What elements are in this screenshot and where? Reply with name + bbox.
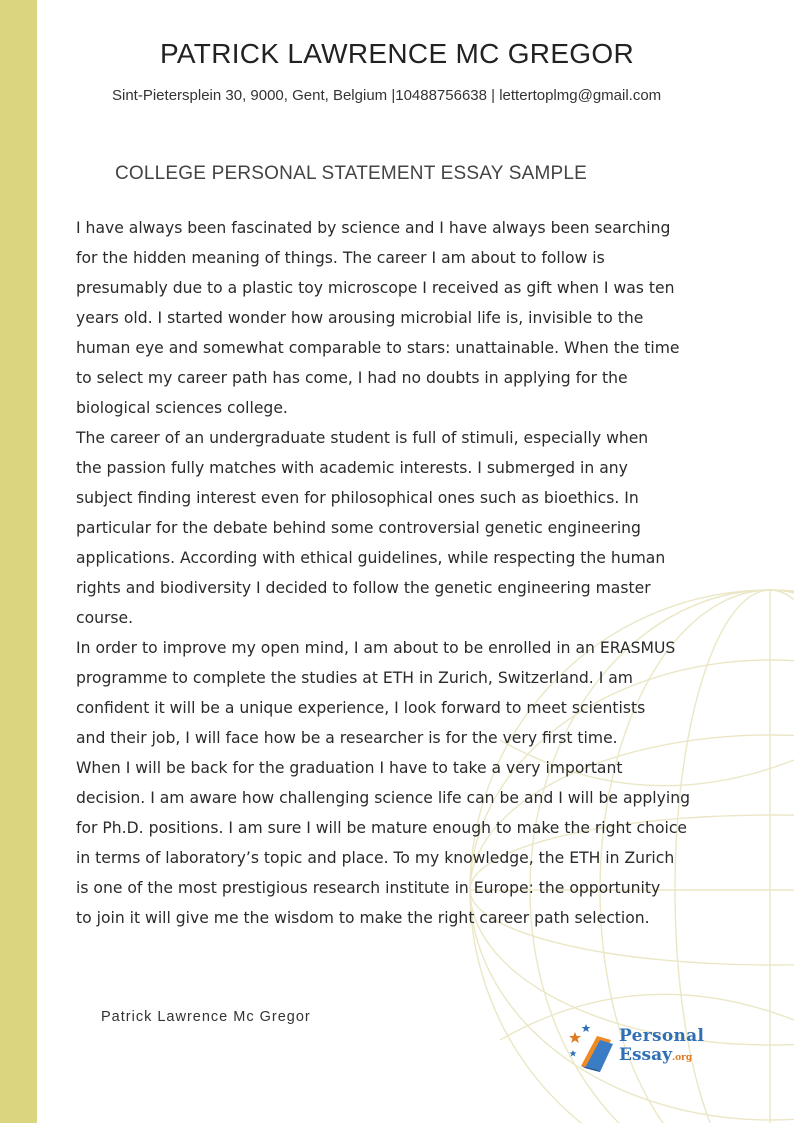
essay-line: programme to complete the studies at ETH in Zurich, Switzerland. I am — [76, 669, 633, 687]
applicant-name: PATRICK LAWRENCE MC GREGOR — [160, 38, 634, 69]
essay-line: presumably due to a plastic toy microscope I received as gift when I was ten — [76, 279, 675, 297]
essay-line: rights and biodiversity I decided to follow the genetic engineering master — [76, 579, 651, 597]
essay-line: for the hidden meaning of things. The career I am about to follow is — [76, 249, 605, 267]
essay-line: The career of an undergraduate student is full of stimuli, especially when — [76, 429, 649, 447]
essay-line: course. — [76, 609, 134, 627]
essay-line: and their job, I will face how be a researcher is for the very first time. — [76, 729, 618, 747]
essay-line: When I will be back for the graduation I have to take a very important — [76, 759, 623, 777]
book-stars-icon — [567, 1022, 617, 1076]
essay-line: in terms of laboratory’s topic and place. To my knowledge, the ETH in Zurich — [76, 849, 675, 867]
essay-line: particular for the debate behind some controversial genetic engineering — [76, 519, 641, 537]
essay-line: is one of the most prestigious research institute in Europe: the opportunity — [76, 879, 661, 897]
contact-line: Sint-Pietersplein 30, 9000, Gent, Belgium |10488756638 | lettertoplmg@gmail.com — [112, 87, 662, 104]
essay-line: biological sciences college. — [76, 399, 288, 417]
essay-line: decision. I am aware how challenging science life can be and I will be applying — [76, 789, 690, 807]
essay-line: for Ph.D. positions. I am sure I will be mature enough to make the right choice — [76, 819, 687, 837]
essay-line: In order to improve my open mind, I am about to be enrolled in an ERASMUS — [76, 639, 676, 657]
essay-line: applications. According with ethical guidelines, while respecting the human — [76, 549, 666, 567]
essay-line: I have always been fascinated by science and I have always been searching — [76, 219, 671, 237]
document-title: COLLEGE PERSONAL STATEMENT ESSAY SAMPLE — [115, 163, 588, 184]
essay-line: years old. I started wonder how arousing microbial life is, invisible to the — [76, 309, 644, 327]
logo-essay-text: Essay — [619, 1045, 672, 1065]
personal-essay-logo — [567, 1022, 727, 1076]
logo-tld: .org — [672, 1053, 693, 1063]
logo-word-essay — [619, 1045, 692, 1065]
decorative-sidebar-strip — [0, 0, 37, 1123]
essay-line: the passion fully matches with academic interests. I submerged in any — [76, 459, 628, 477]
essay-line: to select my career path has come, I had no doubts in applying for the — [76, 369, 628, 387]
essay-line: subject finding interest even for philosophical ones such as bioethics. In — [76, 489, 639, 507]
essay-line: confident it will be a unique experience, I look forward to meet scientists — [76, 699, 646, 717]
logo-word-personal: Personal — [619, 1026, 705, 1046]
essay-line: to join it will give me the wisdom to make the right career path selection. — [76, 909, 650, 927]
signature: Patrick Lawrence Mc Gregor — [101, 1009, 311, 1025]
essay-body — [76, 213, 726, 933]
essay-line: human eye and somewhat comparable to stars: unattainable. When the time — [76, 339, 680, 357]
